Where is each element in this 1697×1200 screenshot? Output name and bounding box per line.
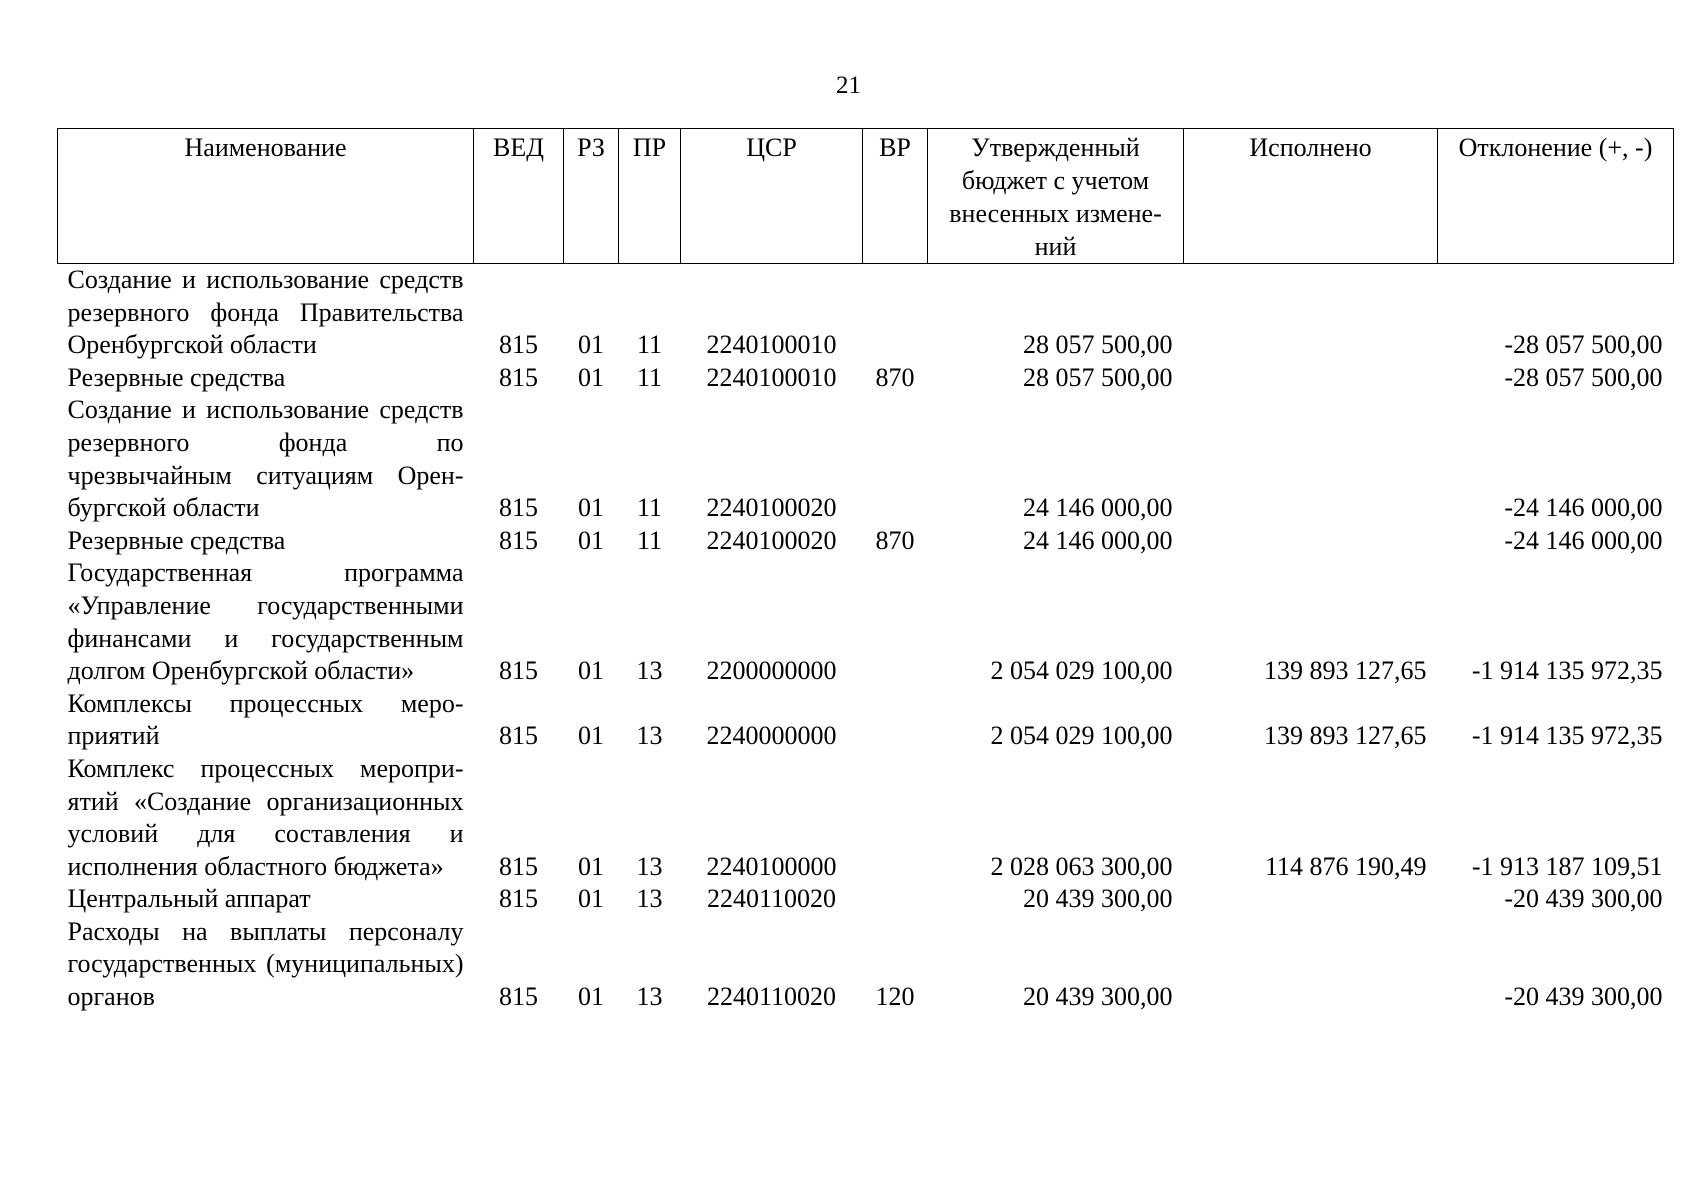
header-approved-budget: Утвержденный бюджет с учетом внесенных измене-ний	[928, 129, 1184, 264]
cell-approved-budget: 24 146 000,00	[1023, 525, 1173, 555]
header-ved: ВЕД	[474, 129, 564, 264]
header-rz: РЗ	[564, 129, 619, 264]
header-executed: Исполнено	[1184, 129, 1438, 264]
header-name: Наименование	[58, 129, 474, 264]
cell-rz: 01	[578, 656, 604, 686]
cell-rz: 01	[578, 330, 604, 360]
cell-pr: 11	[636, 525, 663, 555]
header-csr: ЦСР	[681, 129, 863, 264]
cell-name: Расходы на выплаты персоналу государственных (муниципальных) органов	[67, 916, 464, 1012]
cell-pr: 13	[636, 851, 663, 881]
cell-csr: 2200000000	[706, 656, 837, 686]
cell-executed: 139 893 127,65	[1264, 656, 1427, 686]
cell-vr: 870	[875, 525, 915, 555]
table-body	[58, 264, 1674, 1014]
cell-deviation: -24 146 000,00	[1504, 525, 1663, 555]
cell-name: Создание и использование средств резервного фонда Правительства Оренбургской области	[67, 265, 464, 360]
cell-approved-budget: 20 439 300,00	[1023, 884, 1173, 914]
cell-ved: 815	[499, 982, 538, 1012]
table-row	[58, 525, 1674, 558]
cell-approved-budget: 20 439 300,00	[1023, 982, 1173, 1012]
cell-rz: 01	[578, 884, 604, 914]
table-row	[58, 753, 1674, 883]
cell-pr: 13	[636, 656, 663, 686]
header-pr: ПР	[619, 129, 681, 264]
table-header	[58, 129, 1674, 264]
cell-deviation: -1 914 135 972,35	[1471, 656, 1663, 686]
cell-pr: 13	[636, 884, 663, 914]
table-row	[58, 883, 1674, 916]
cell-approved-budget: 28 057 500,00	[1023, 362, 1173, 392]
table-row	[58, 688, 1674, 753]
cell-csr: 2240110020	[706, 884, 837, 914]
cell-rz: 01	[578, 493, 604, 523]
cell-executed	[1184, 883, 1438, 916]
cell-csr: 2240000000	[706, 721, 837, 751]
table-row	[58, 916, 1674, 1014]
cell-ved: 815	[499, 493, 538, 523]
cell-rz: 01	[578, 362, 604, 392]
cell-vr	[863, 883, 928, 916]
cell-name: Комплекс процессных мероприятий «Создание организационных условий для составления и исполнения областного бюджета»	[67, 753, 464, 881]
cell-executed	[1184, 362, 1438, 395]
table-row	[58, 557, 1674, 687]
cell-name: Центральный аппарат	[67, 884, 311, 914]
cell-pr: 11	[636, 362, 663, 392]
cell-approved-budget: 24 146 000,00	[1023, 493, 1173, 523]
cell-deviation: -24 146 000,00	[1504, 493, 1663, 523]
cell-vr	[863, 264, 928, 362]
cell-name: Создание и использование средств резервного фонда по чрезвычайным ситуациям Оренбургской области	[67, 395, 464, 523]
cell-rz: 01	[578, 982, 604, 1012]
cell-csr: 2240100020	[706, 525, 837, 555]
cell-approved-budget: 2 028 063 300,00	[990, 851, 1173, 881]
table-row	[58, 264, 1674, 362]
cell-csr: 2240100010	[706, 362, 837, 392]
cell-ved: 815	[499, 362, 538, 392]
cell-ved: 815	[499, 525, 538, 555]
cell-vr	[863, 688, 928, 753]
cell-vr	[863, 557, 928, 687]
cell-ved: 815	[499, 851, 538, 881]
cell-deviation: -28 057 500,00	[1504, 330, 1663, 360]
page-number: 21	[836, 72, 861, 99]
cell-name: Государственная программа «Управление государственными финансами и государственным долгом Оренбургской области»	[67, 558, 464, 686]
cell-executed	[1184, 394, 1438, 524]
cell-approved-budget: 2 054 029 100,00	[990, 721, 1173, 751]
cell-deviation: -1 913 187 109,51	[1471, 851, 1663, 881]
cell-approved-budget: 2 054 029 100,00	[990, 656, 1173, 686]
cell-pr: 13	[636, 721, 663, 751]
cell-vr: 870	[875, 362, 915, 392]
cell-deviation: -20 439 300,00	[1504, 982, 1663, 1012]
cell-vr	[863, 753, 928, 883]
cell-ved: 815	[499, 721, 538, 751]
cell-executed	[1184, 916, 1438, 1014]
cell-name: Комплексы процессных мероприятий	[67, 688, 464, 751]
cell-ved: 815	[499, 330, 538, 360]
cell-approved-budget: 28 057 500,00	[1023, 330, 1173, 360]
cell-ved: 815	[499, 656, 538, 686]
cell-executed: 114 876 190,49	[1264, 851, 1427, 881]
header-deviation: Отклонение (+, -)	[1438, 129, 1674, 264]
cell-executed	[1184, 264, 1438, 362]
cell-executed: 139 893 127,65	[1264, 721, 1427, 751]
cell-csr: 2240110020	[706, 982, 837, 1012]
header-vr: ВР	[863, 129, 928, 264]
cell-csr: 2240100020	[706, 493, 837, 523]
cell-deviation: -28 057 500,00	[1504, 362, 1663, 392]
table-row	[58, 394, 1674, 524]
cell-vr	[863, 394, 928, 524]
table-row	[58, 362, 1674, 395]
cell-csr: 2240100000	[706, 851, 837, 881]
cell-name: Резервные средства	[67, 362, 286, 392]
cell-deviation: -20 439 300,00	[1504, 884, 1663, 914]
cell-pr: 13	[636, 982, 663, 1012]
cell-rz: 01	[578, 525, 604, 555]
cell-rz: 01	[578, 851, 604, 881]
cell-name: Резервные средства	[67, 525, 286, 555]
cell-pr: 11	[636, 330, 663, 360]
cell-pr: 11	[636, 493, 663, 523]
cell-deviation: -1 914 135 972,35	[1471, 721, 1663, 751]
cell-ved: 815	[499, 884, 538, 914]
cell-executed	[1184, 525, 1438, 558]
cell-csr: 2240100010	[706, 330, 837, 360]
cell-rz: 01	[578, 721, 604, 751]
budget-execution-table	[57, 128, 1674, 1014]
cell-vr: 120	[875, 982, 915, 1012]
